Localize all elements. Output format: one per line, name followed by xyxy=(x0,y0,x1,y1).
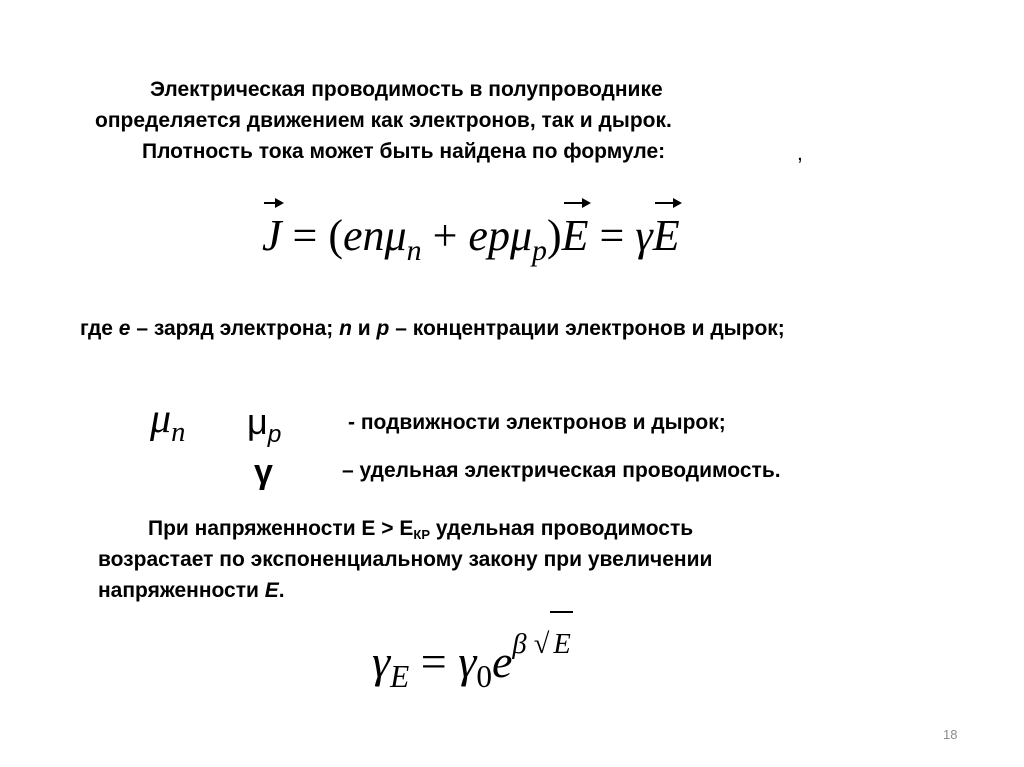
field-para-text-a: При напряженности E > E xyxy=(148,517,414,540)
vector-E-2: E xyxy=(653,208,680,264)
equals-sign-2: = xyxy=(599,211,625,260)
critical-subscript: КР xyxy=(413,527,430,542)
mu-n-glyph: μ xyxy=(150,396,172,442)
field-para-line-2: возрастает по экспоненциальному закону при увеличении xyxy=(98,548,713,571)
close-paren: ) xyxy=(547,211,562,260)
sqrt-sign: √ xyxy=(533,628,550,660)
p-symbol: p xyxy=(376,317,390,340)
intro-line-2: определяется движением как электронов, так и дырок. xyxy=(95,109,672,132)
field-para-line-3 xyxy=(98,576,285,606)
field-para-line-1 xyxy=(148,514,693,546)
conductivity-desc: – удельная электрическая проводимость. xyxy=(342,459,781,482)
mu-p-formula xyxy=(247,400,281,449)
intro-comma: , xyxy=(797,142,803,165)
concentration-desc: – концентрации электронов и дырок; xyxy=(389,317,785,340)
charge-desc: – заряд электрона; xyxy=(130,317,340,340)
field-para-text-b: удельная проводимость xyxy=(430,517,694,540)
mu-p-subscript: p xyxy=(532,233,547,267)
mu-n-sub: n xyxy=(171,417,186,449)
en-term: en xyxy=(343,211,385,260)
where-prefix: где xyxy=(80,317,119,340)
open-paren: ( xyxy=(328,211,344,260)
gamma-E-symbol: γ xyxy=(372,636,391,687)
field-para-text-c: напряженности xyxy=(98,579,265,602)
n-symbol: n xyxy=(339,317,352,340)
ep-term: ep xyxy=(468,211,510,260)
plus-sign: + xyxy=(432,211,458,260)
mobility-desc: - подвижности электронов и дырок; xyxy=(348,411,726,434)
exp-conductivity-formula xyxy=(372,630,573,701)
mu-n-subscript: n xyxy=(406,233,422,267)
mu-p-sub: p xyxy=(267,420,282,448)
exponent xyxy=(512,629,572,660)
field-para-period: . xyxy=(278,579,285,602)
intro-line-1: Электрическая проводимость в полупроводнике xyxy=(150,78,663,101)
equals-sign: = xyxy=(292,211,318,260)
charge-symbol: e xyxy=(118,317,131,340)
and-word: и xyxy=(351,317,377,340)
gamma-glyph: γ xyxy=(254,453,273,491)
exp-base: e xyxy=(491,636,513,687)
equals-sign-3: = xyxy=(420,636,447,687)
mu-p-symbol: μ xyxy=(509,211,533,260)
vector-E: E xyxy=(562,208,589,264)
definitions-line xyxy=(80,314,785,344)
gamma-E-subscript: E xyxy=(390,659,410,694)
gamma0-symbol: γ xyxy=(458,636,477,687)
current-density-formula xyxy=(262,208,680,269)
field-E-symbol: E xyxy=(264,579,279,602)
vector-J: J xyxy=(262,208,282,264)
beta-symbol: β xyxy=(512,628,527,660)
page-number: 18 xyxy=(943,727,958,742)
mu-p-glyph: μ xyxy=(247,401,268,442)
gamma0-subscript: 0 xyxy=(476,659,492,694)
gamma-symbol: γ xyxy=(635,211,653,260)
intro-line-3: Плотность тока может быть найдена по формуле: xyxy=(142,140,666,163)
sqrt-radicand: E xyxy=(550,611,572,677)
mu-n-formula xyxy=(150,394,185,449)
mu-n-symbol: μ xyxy=(384,211,407,260)
